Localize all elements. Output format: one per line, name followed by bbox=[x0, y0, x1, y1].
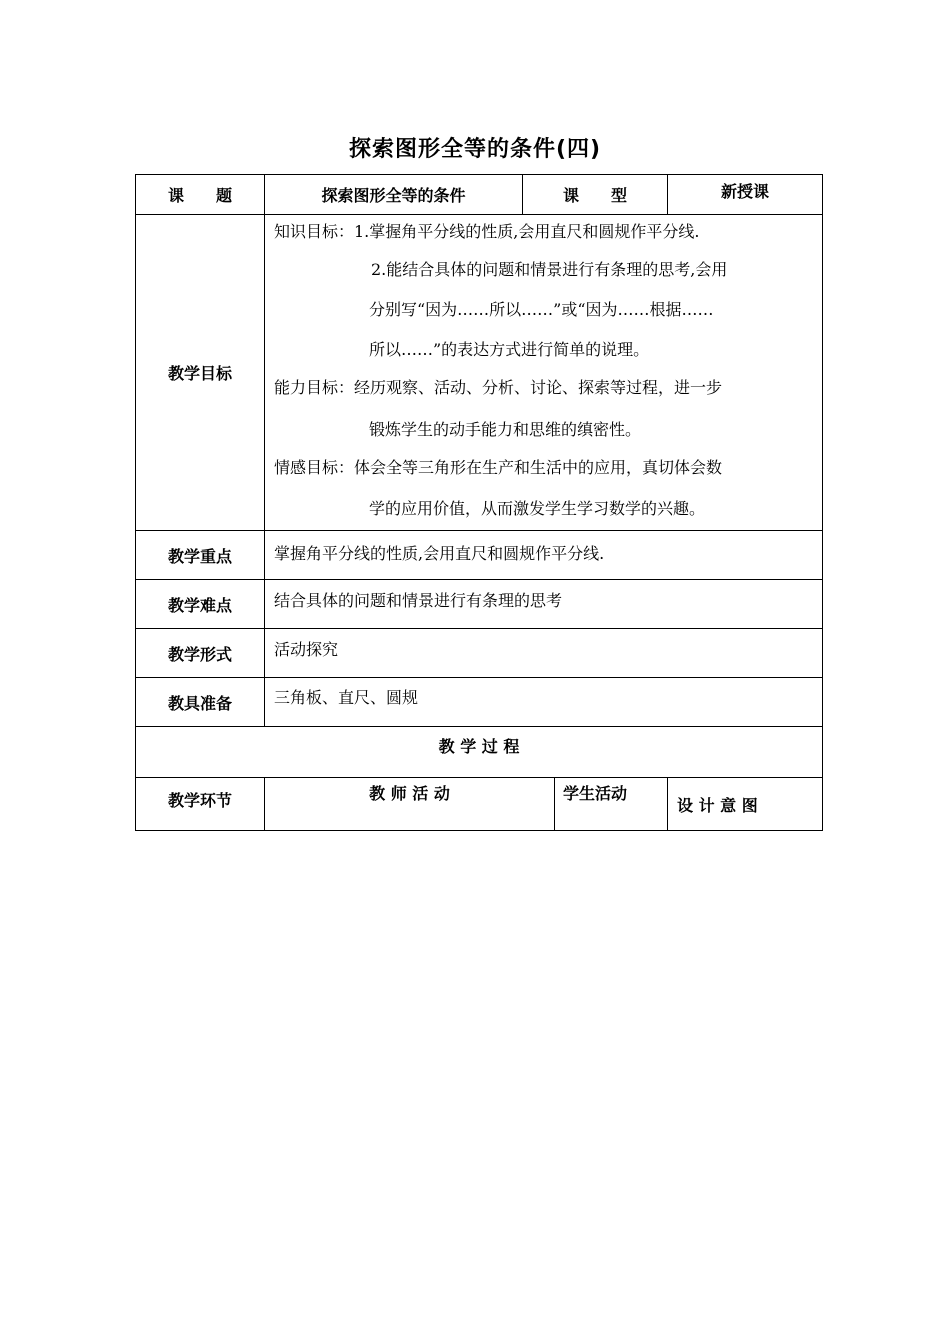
type-value-text: 新授课 bbox=[720, 182, 769, 201]
ability-line-1: 能力目标：经历观察、活动、分析、讨论、探索等过程，进一步 bbox=[274, 378, 723, 397]
col-intent bbox=[667, 777, 823, 831]
label-objectives-text: 教学目标 bbox=[167, 364, 232, 383]
knowledge-line-1: 知识目标：1.掌握角平分线的性质,会用直尺和圆规作平分线. bbox=[274, 222, 700, 241]
process-header bbox=[135, 726, 823, 778]
ability-line-2: 锻炼学生的动手能力和思维的缜密性。 bbox=[369, 420, 642, 439]
label-type bbox=[522, 174, 668, 215]
difficulties-value bbox=[264, 579, 823, 629]
label-topic bbox=[135, 174, 265, 215]
difficulties-text: 结合具体的问题和情景进行有条理的思考 bbox=[274, 591, 563, 610]
type-value bbox=[667, 174, 823, 215]
label-tools-text: 教具准备 bbox=[167, 693, 232, 713]
label-objectives bbox=[135, 214, 265, 531]
knowledge-line-3: 分别写“因为……所以……”或“因为……根据…… bbox=[369, 300, 714, 319]
col-stage-text: 教学环节 bbox=[167, 791, 232, 810]
topic-value bbox=[264, 174, 523, 215]
key-points-value bbox=[264, 530, 823, 580]
col-intent-text: 设 计 意 图 bbox=[677, 796, 758, 815]
label-difficulties-text: 教学难点 bbox=[167, 595, 232, 615]
label-tools bbox=[135, 677, 265, 727]
label-key-points-text: 教学重点 bbox=[167, 546, 232, 566]
key-points-text: 掌握角平分线的性质,会用直尺和圆规作平分线. bbox=[274, 544, 605, 563]
col-stage bbox=[135, 777, 265, 831]
tools-text: 三角板、直尺、圆规 bbox=[274, 688, 419, 707]
label-difficulties bbox=[135, 579, 265, 629]
label-key-points bbox=[135, 530, 265, 580]
form-text: 活动探究 bbox=[274, 640, 339, 659]
knowledge-line-2: 2.能结合具体的问题和情景进行有条理的思考,会用 bbox=[371, 260, 728, 279]
process-header-text: 教 学 过 程 bbox=[438, 736, 520, 756]
label-form bbox=[135, 628, 265, 678]
col-student-text: 学生活动 bbox=[563, 784, 628, 803]
topic-value-text: 探索图形全等的条件 bbox=[321, 186, 466, 205]
label-type-text: 课 型 bbox=[562, 186, 627, 205]
document-title: 探索图形全等的条件(四) bbox=[348, 137, 602, 162]
objectives-content bbox=[264, 214, 823, 531]
col-teacher bbox=[264, 777, 555, 831]
label-topic-text: 课 题 bbox=[167, 186, 232, 205]
form-value bbox=[264, 628, 823, 678]
col-student bbox=[554, 777, 668, 831]
label-form-text: 教学形式 bbox=[167, 644, 232, 664]
knowledge-line-4: 所以……”的表达方式进行简单的说理。 bbox=[369, 340, 650, 359]
col-teacher-text: 教 师 活 动 bbox=[369, 784, 450, 803]
emotion-line-2: 学的应用价值，从而激发学生学习数学的兴趣。 bbox=[369, 499, 706, 518]
emotion-line-1: 情感目标：体会全等三角形在生产和生活中的应用，真切体会数 bbox=[274, 458, 723, 477]
tools-value bbox=[264, 677, 823, 727]
